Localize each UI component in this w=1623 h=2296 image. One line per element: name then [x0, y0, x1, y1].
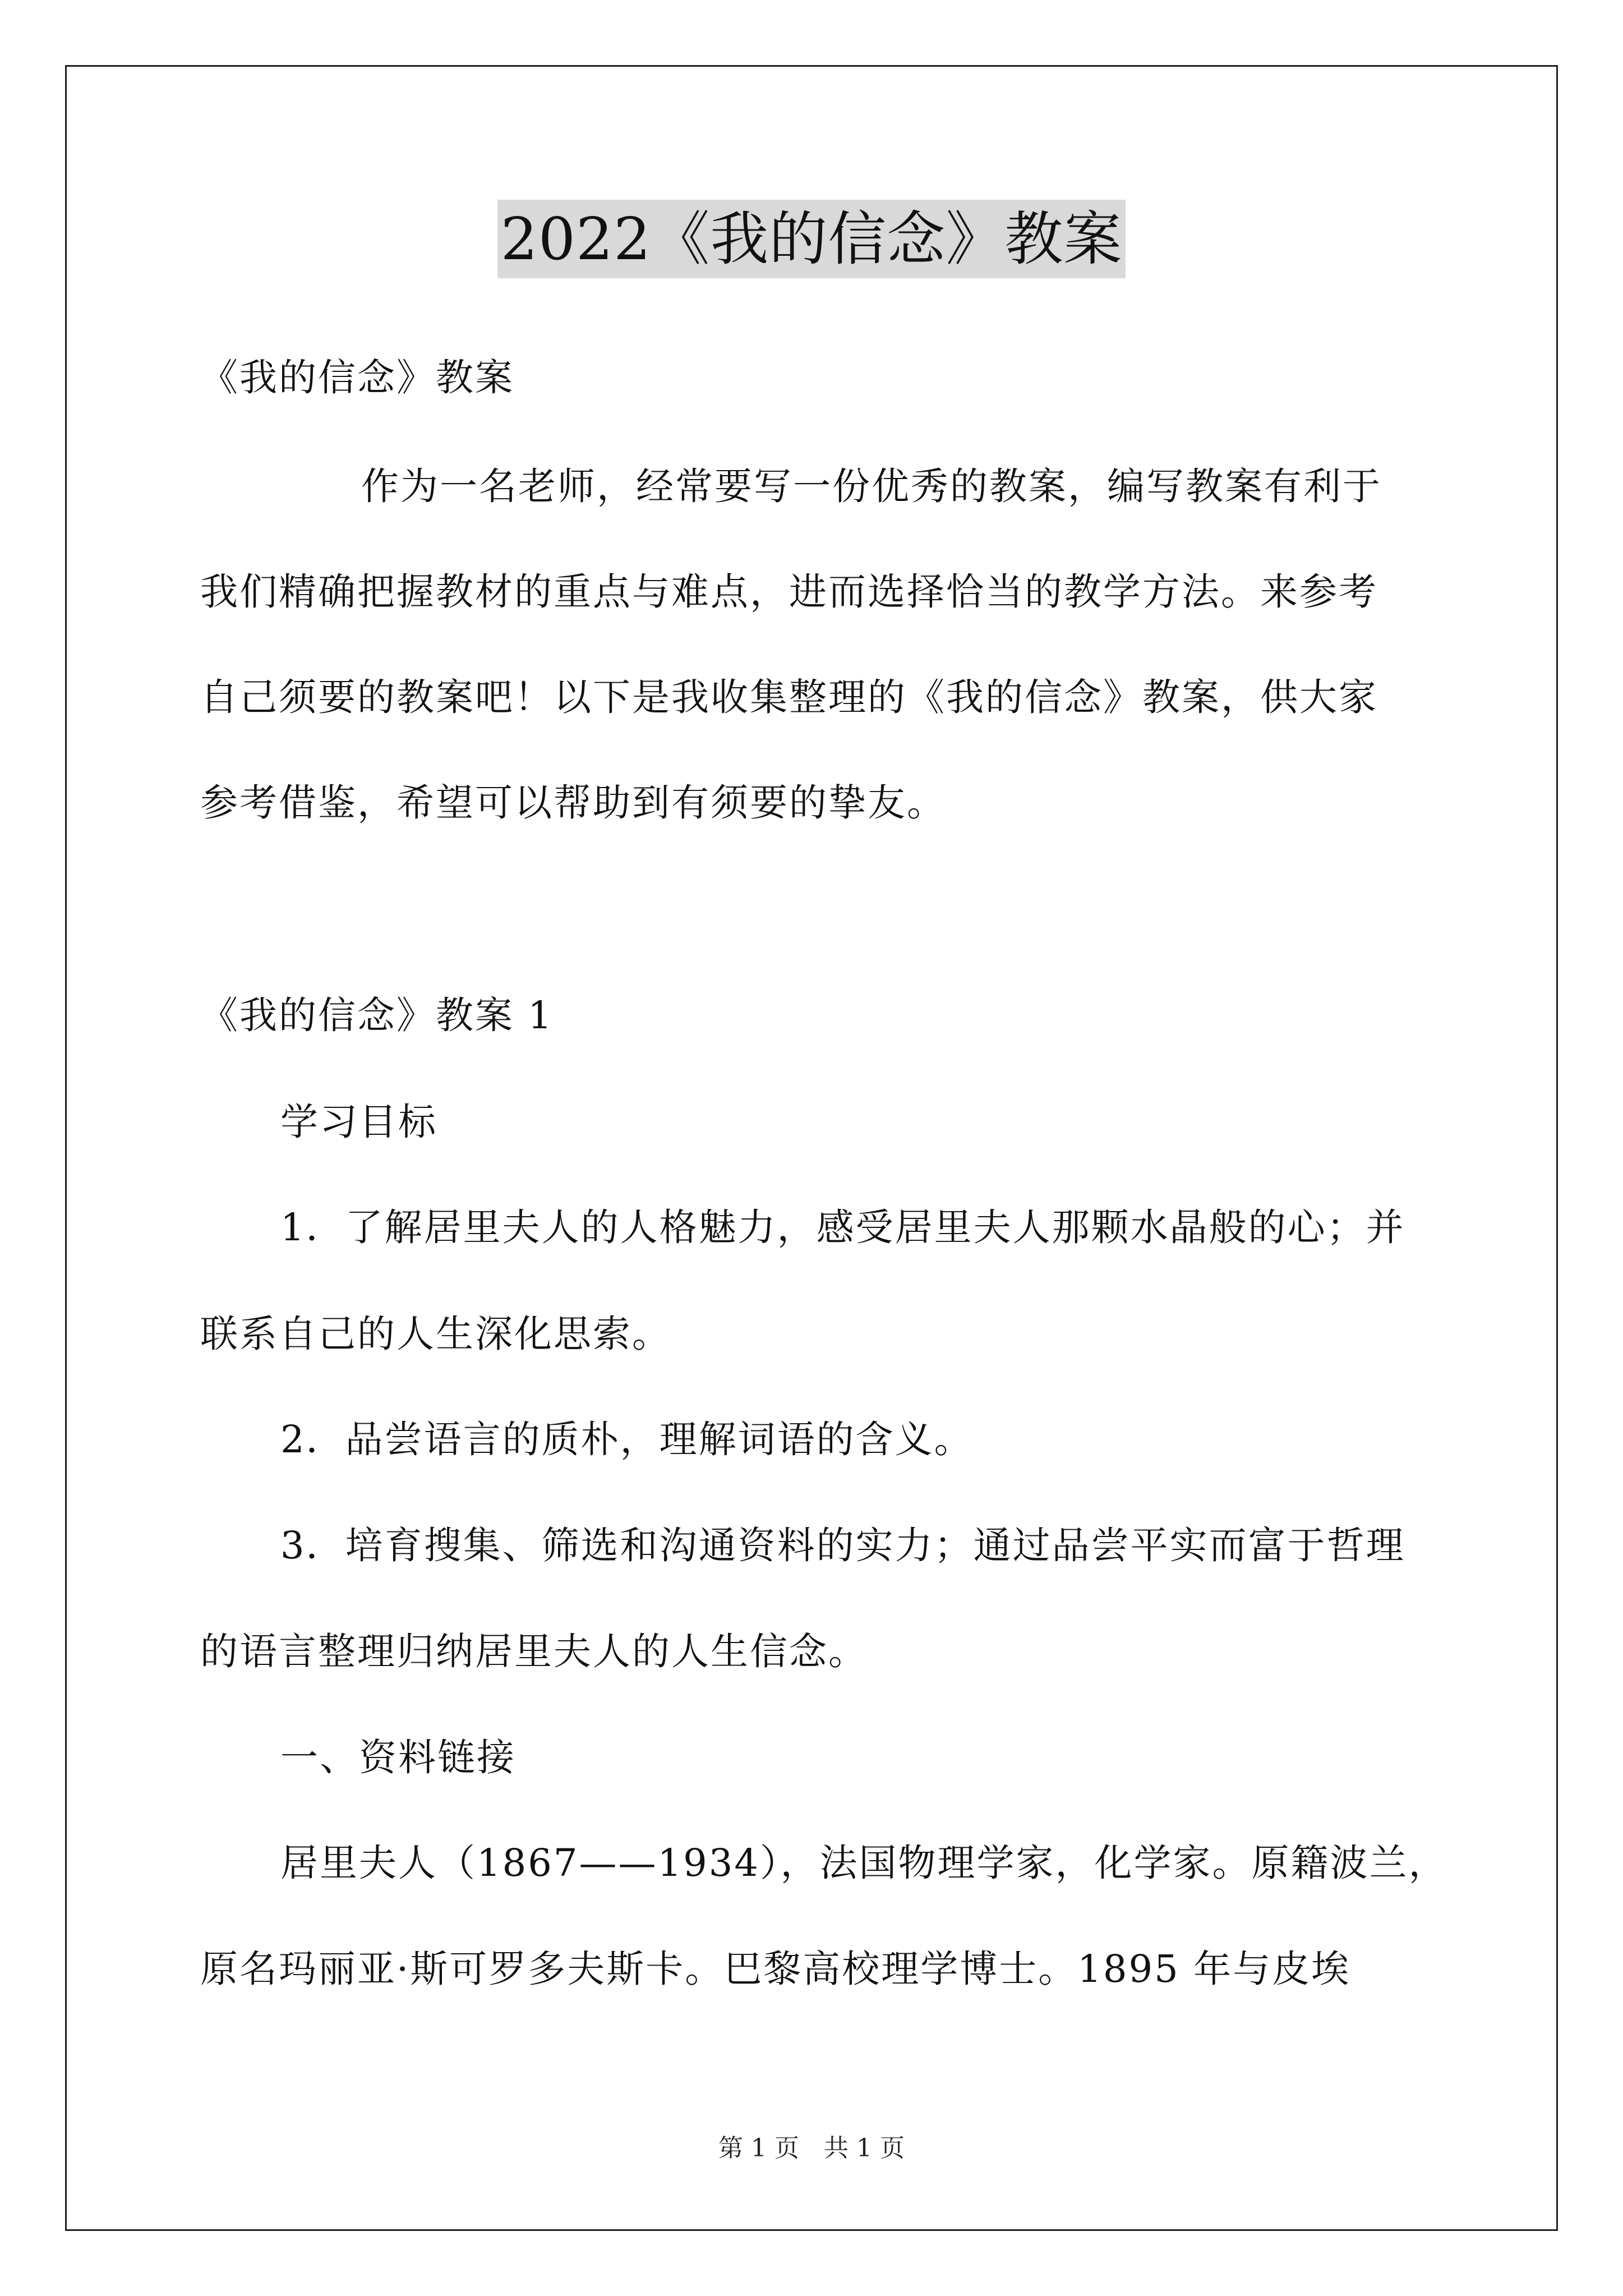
- paragraph-line: 2．品尝语言的质朴，理解词语的含义。: [280, 1418, 974, 1461]
- paragraph-line: 3．培育搜集、筛选和沟通资料的实力；通过品尝平实而富于哲理: [280, 1524, 1405, 1567]
- page-footer: 第 1 页 共 1 页: [718, 2134, 905, 2162]
- paragraph-line: 联系自己的人生深化思索。: [200, 1312, 671, 1356]
- paragraph-line: 参考借鉴，希望可以帮助到有须要的挚友。: [200, 781, 946, 825]
- paragraph-line: 我们精确把握教材的重点与难点，进而选择恰当的教学方法。来参考: [200, 570, 1378, 614]
- section-heading: 《我的信念》教案 1: [200, 993, 554, 1037]
- title-container: [0, 200, 1623, 278]
- subtitle-line: 《我的信念》教案: [200, 356, 514, 399]
- document-title: 2022《我的信念》教案: [497, 200, 1126, 278]
- subsection-heading: 学习目标: [280, 1100, 437, 1144]
- paragraph-line: 原名玛丽亚·斯可罗多夫斯卡。巴黎高校理学博士。1895 年与皮埃: [200, 1947, 1351, 1991]
- paragraph-line: 的语言整理归纳居里夫人的人生信念。: [200, 1630, 868, 1673]
- paragraph-line: 1．了解居里夫人的人格魅力，感受居里夫人那颗水晶般的心；并: [280, 1205, 1405, 1249]
- paragraph-line: 作为一名老师，经常要写一份优秀的教案，编写教案有利于: [361, 464, 1382, 508]
- subsection-heading: 一、资料链接: [280, 1736, 516, 1779]
- paragraph-line: 自己须要的教案吧！以下是我收集整理的《我的信念》教案，供大家: [200, 675, 1378, 719]
- paragraph-line: 居里夫人（1867——1934），法国物理学家，化学家。原籍波兰，: [280, 1841, 1448, 1885]
